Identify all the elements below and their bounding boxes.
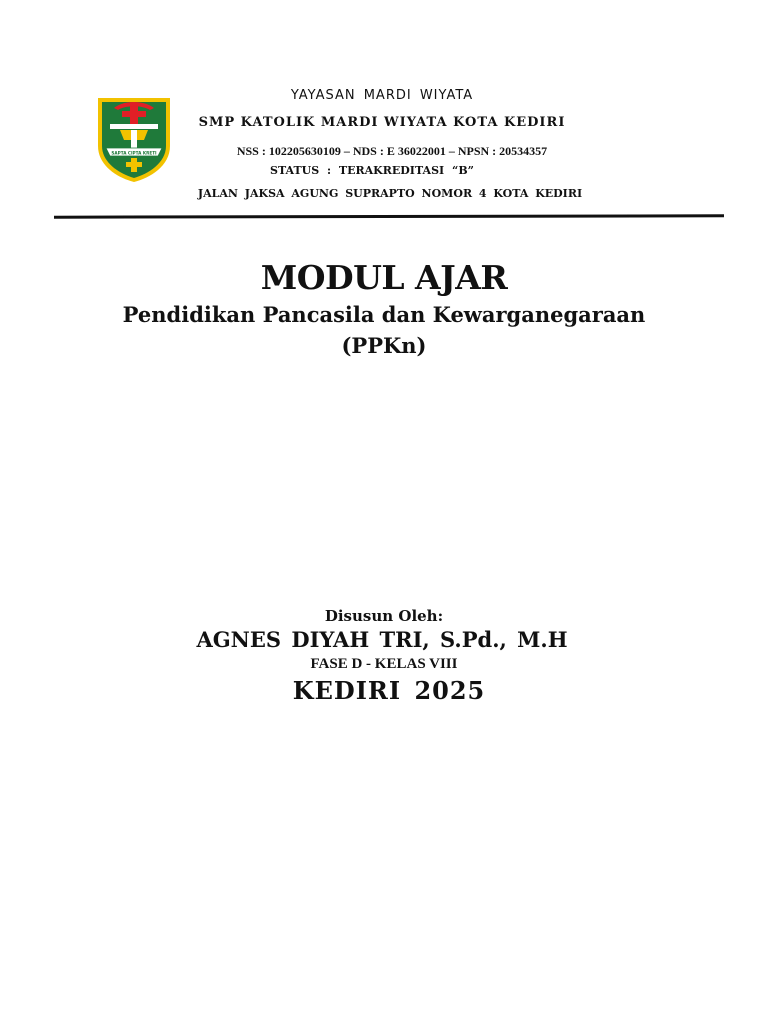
city-year: KEDIRI 2025	[292, 676, 486, 705]
letterhead-divider	[54, 214, 724, 218]
svg-text:SAPTA CIPTA KRETI: SAPTA CIPTA KRETI	[111, 150, 157, 156]
accreditation-status: STATUS : TERAKREDITASI “B”	[270, 164, 474, 177]
school-address: JALAN JAKSA AGUNG SUPRAPTO NOMOR 4 KOTA KEDIRI	[197, 187, 583, 200]
foundation-name: YAYASAN MARDI WIYATA	[290, 88, 474, 103]
subject-name: Pendidikan Pancasila dan Kewarganegaraan	[122, 302, 646, 327]
school-name: SMP KATOLIK MARDI WIYATA KOTA KEDIRI	[198, 115, 566, 130]
subject-abbreviation: (PPKn)	[341, 333, 427, 358]
phase-class: FASE D - KELAS VIII	[310, 656, 458, 672]
document-title: MODUL AJAR	[260, 258, 508, 297]
author-name: AGNES DIYAH TRI, S.Pd., M.H	[196, 627, 568, 652]
author-label: Disusun Oleh:	[324, 607, 444, 625]
school-identifiers: NSS : 102205630109 – NDS : E 36022001 – NPSN : 20534357	[236, 144, 548, 158]
